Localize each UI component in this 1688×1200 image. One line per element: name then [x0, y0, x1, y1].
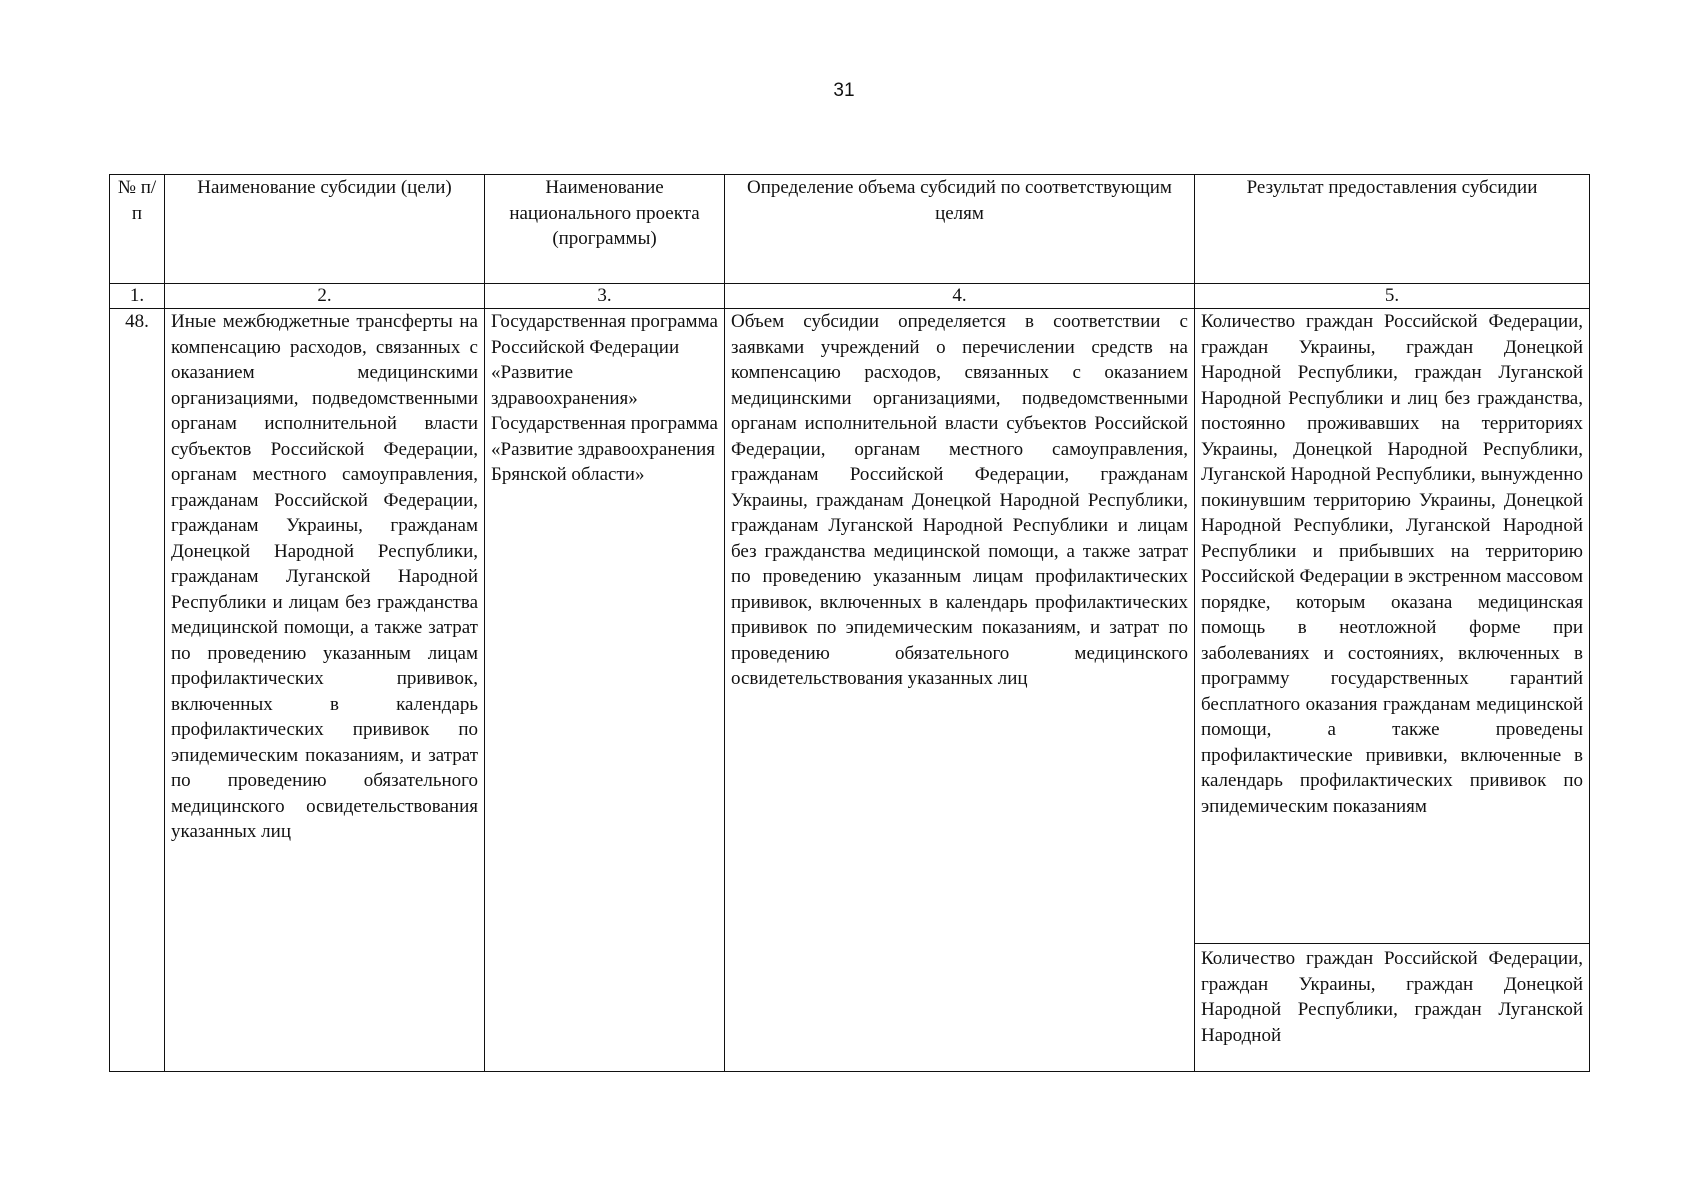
header-result: Результат предоставления субсидии [1195, 175, 1590, 284]
result-item: Количество граждан Российской Федерации, граждан Украины, граждан Донецкой Народной Республики, граждан Луганской Народной [1201, 948, 1583, 1046]
volume-definition-cell: Объем субсидии определяется в соответствии с заявками учреждений о перечислении средств на компенсацию расходов, связанных с оказанием медицинскими организациями, подведомственными органам исполнительной власти субъектов Российской Федерации, органам местного самоуправления, гражданам Российской Федерации, гражданам Украины, гражданам Донецкой Народной Республики, гражданам Луганской Народной Республики и лицам без гражданства медицинской помощи, а также затрат по проведению указанным лицам профилактических прививок, включенных в календарь профилактических прививок по эпидемическим показаниям, и затрат по проведению обязательного медицинского освидетельствования указанных лиц [725, 309, 1195, 1072]
column-number-2: 2. [165, 284, 485, 309]
subsidy-table [109, 174, 1590, 1072]
page-number: 31 [833, 80, 855, 101]
column-number-4: 4. [725, 284, 1195, 309]
header-volume-definition: Определение объема субсидий по соответствующим целям [725, 175, 1195, 284]
header-project-name: Наименование национального проекта (программы) [485, 175, 725, 284]
column-number-1: 1. [110, 284, 165, 309]
result-cell [1195, 309, 1590, 1072]
row-index: 48. [110, 309, 165, 1072]
column-number-5: 5. [1195, 284, 1590, 309]
column-number-3: 3. [485, 284, 725, 309]
subsidy-name-cell: Иные межбюджетные трансферты на компенсацию расходов, связанных с оказанием медицинскими организациями, подведомственными органам исполнительной власти субъектов Российской Федерации, органам местного самоуправления, гражданам Российской Федерации, гражданам Украины, гражданам Донецкой Народной Республики, гражданам Луганской Народной Республики и лицам без гражданства медицинской помощи, а также затрат по проведению указанным лицам профилактических прививок, включенных в календарь профилактических прививок по эпидемическим показаниям, и затрат по проведению обязательного медицинского освидетельствования указанных лиц [165, 309, 485, 1072]
header-index: № п/п [110, 175, 165, 284]
table-row [110, 309, 1590, 1072]
project-name-cell: Государственная программа Российской Федерации «Развитие здравоохранения» Государственная программа «Развитие здравоохранения Брянской области» [485, 309, 725, 1072]
column-number-row [110, 284, 1590, 309]
result-item: Количество граждан Российской Федерации, граждан Украины, граждан Донецкой Народной Республики, граждан Луганской Народной Республики и лиц без гражданства, постоянно проживавших на территориях Украины, Донецкой Народной Республики, Луганской Народной Республики, вынужденно покинувшим территорию Украины, Донецкой Народной Республики, Луганской Народной Республики и прибывших на территорию Российской Федерации в экстренном массовом порядке, которым оказана медицинская помощь в неотложной форме при заболеваниях и состояниях, включенных в программу государственных гарантий бесплатного оказания гражданам медицинской помощи, а также проведены профилактические прививки, включенные в календарь профилактических прививок по эпидемическим показаниям [1195, 309, 1589, 944]
table-header-row [110, 175, 1590, 284]
header-subsidy-name: Наименование субсидии (цели) [165, 175, 485, 284]
